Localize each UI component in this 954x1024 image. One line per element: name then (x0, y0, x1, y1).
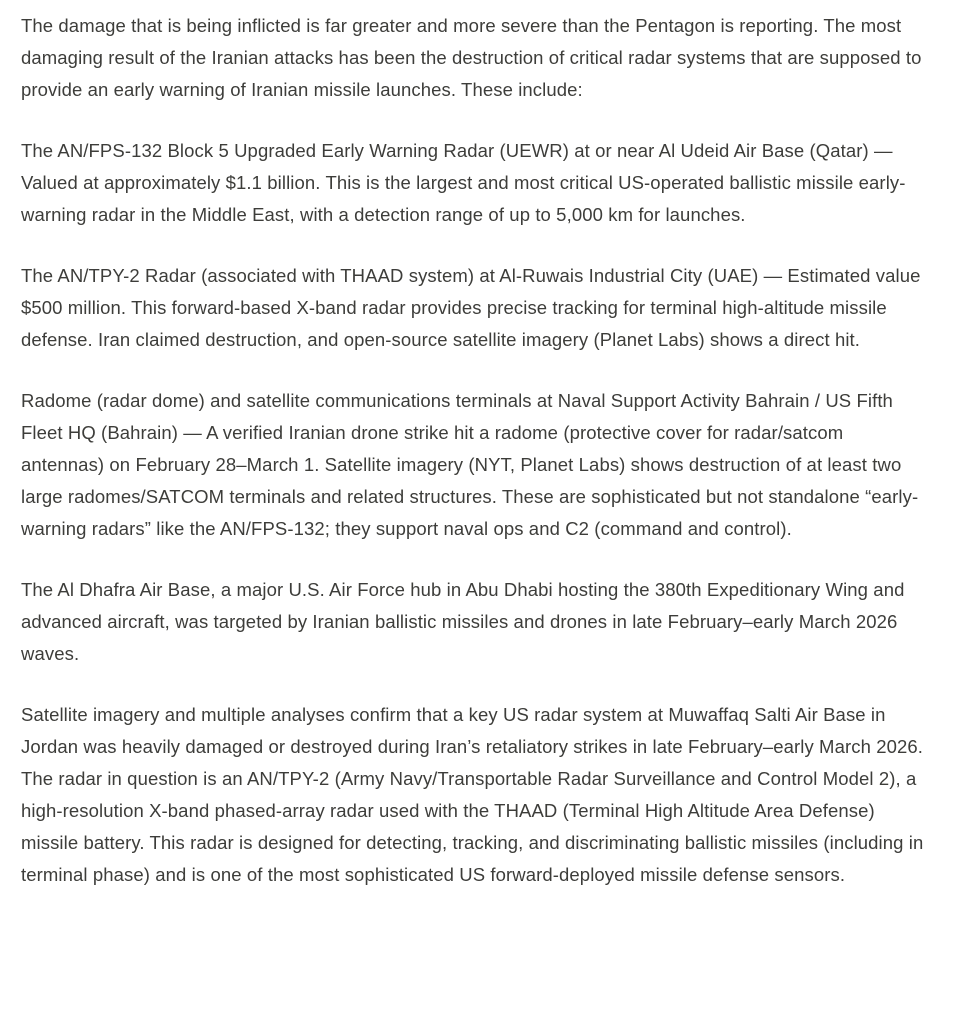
paragraph-intro: The damage that is being inflicted is far greater and more severe than the Pentagon is reporting. The most damaging result of the Iranian attacks has been the destruction of critical radar systems that are supposed to provide an early warning of Iranian missile launches. These include: (21, 15, 922, 100)
paragraph-al-dhafra: The Al Dhafra Air Base, a major U.S. Air Force hub in Abu Dhabi hosting the 380th Expeditionary Wing and advanced aircraft, was targeted by Iranian ballistic missiles and drones in late February–early March 2026 waves. (21, 579, 905, 664)
paragraph-muwaffaq-salti-jordan: Satellite imagery and multiple analyses confirm that a key US radar system at Muwaffaq Salti Air Base in Jordan was heavily damaged or destroyed during Iran’s retaliatory strikes in late February–early March 2026. The radar in question is an AN/TPY-2 (Army Navy/Transportable Radar Surveillance and Control Model 2), a high-resolution X-band phased-array radar used with the THAAD (Terminal High Altitude Area Defense) missile battery. This radar is designed for detecting, tracking, and discriminating ballistic missiles (including in terminal phase) and is one of the most sophisticated US forward-deployed missile defense sensors. (21, 704, 924, 885)
paragraph-anfps132-qatar: The AN/FPS-132 Block 5 Upgraded Early Warning Radar (UEWR) at or near Al Udeid Air Base (Qatar) — Valued at approximately $1.1 billion. This is the largest and most critical US-operated ballistic missile early-warning radar in the Middle East, with a detection range of up to 5,000 km for launches. (21, 140, 906, 225)
paragraph-radome-bahrain: Radome (radar dome) and satellite communications terminals at Naval Support Activity Bahrain / US Fifth Fleet HQ (Bahrain) — A verified Iranian drone strike hit a radome (protective cover for radar/satcom antennas) on February 28–March 1. Satellite imagery (NYT, Planet Labs) shows destruction of at least two large radomes/SATCOM terminals and related structures. These are sophisticated but not standalone “early-warning radars” like the AN/FPS-132; they support naval ops and C2 (command and control). (21, 390, 919, 539)
paragraph-antpy2-uae: The AN/TPY-2 Radar (associated with THAAD system) at Al-Ruwais Industrial City (UAE) — Estimated value $500 million. This forward-based X-band radar provides precise tracking for terminal high-altitude missile defense. Iran claimed destruction, and open-source satellite imagery (Planet Labs) shows a direct hit. (21, 265, 921, 350)
